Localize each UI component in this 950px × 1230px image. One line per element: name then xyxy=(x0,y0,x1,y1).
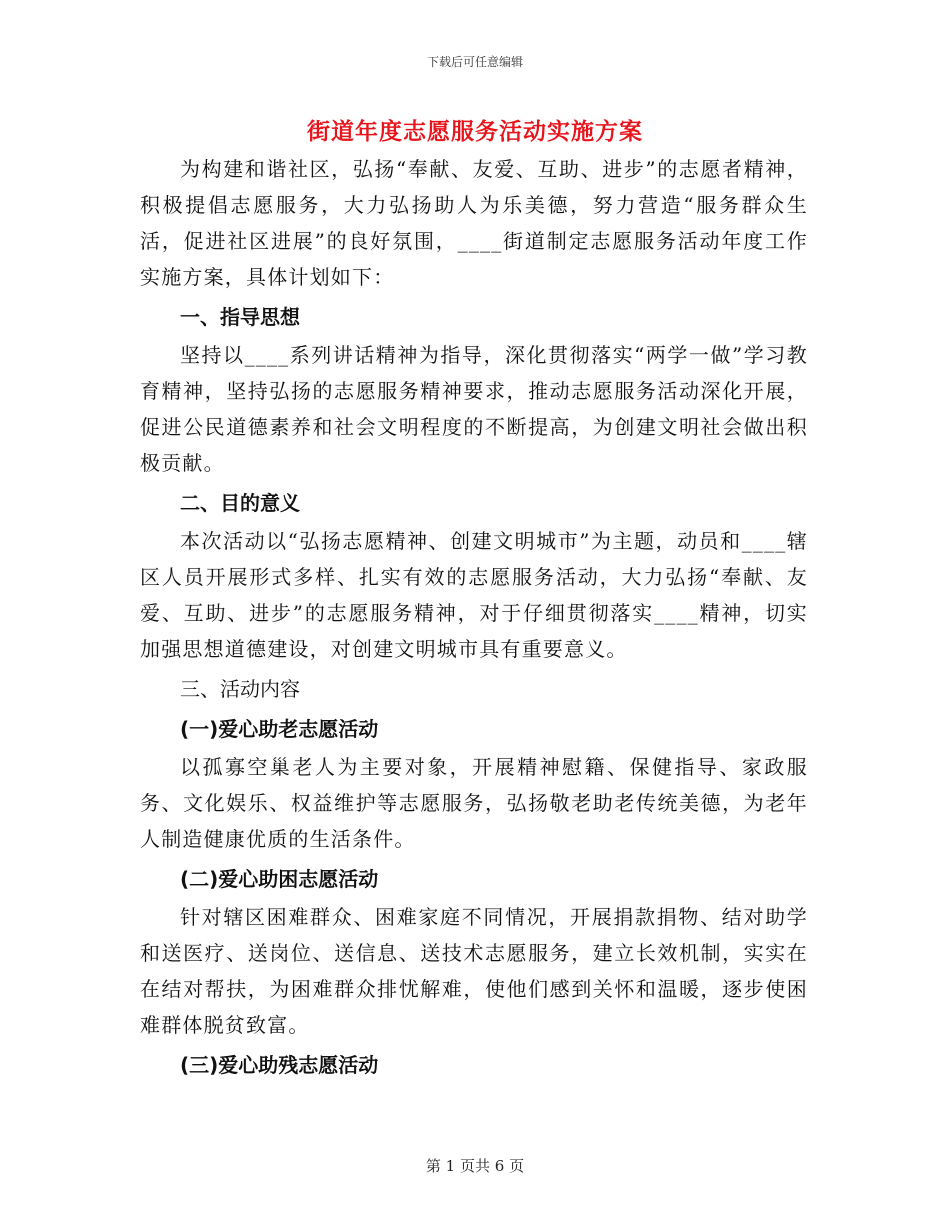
subsection-body-elderly: 以孤寡空巢老人为主要对象，开展精神慰籍、保健指导、家政服务、文化娱乐、权益维护等志愿服务，弘扬敬老助老传统美德，为老年人制造健康优质的生活条件。 xyxy=(140,755,808,851)
section-body-guiding-ideology: 坚持以____系列讲话精神为指导，深化贯彻落实“两学一做”学习教育精神，坚持弘扬的志愿服务精神要求，推动志愿服务活动深化开展，促进公民道德素养和社会文明程度的不断提高，为创建文明社会做出积极贡献。 xyxy=(140,343,808,475)
document-title: 街道年度志愿服务活动实施方案 xyxy=(307,118,643,145)
subsection-heading-disabled: (三)爱心助残志愿活动 xyxy=(180,1053,379,1077)
section-heading-guiding-ideology: 一、指导思想 xyxy=(180,305,300,329)
subsection-body-poverty: 针对辖区困难群众、困难家庭不同情况，开展捐款捐物、结对助学和送医疗、送岗位、送信息、送技术志愿服务，建立长效机制，实实在在结对帮扶，为困难群众排忧解难，使他们感到关怀和温暖，逐步使困难群体脱贫致富。 xyxy=(140,905,808,1037)
page-number: 第 1 页共 6 页 xyxy=(425,1157,525,1175)
section-body-purpose: 本次活动以“弘扬志愿精神、创建文明城市”为主题，动员和____辖区人员开展形式多样、扎实有效的志愿服务活动，大力弘扬“奉献、友爱、互助、进步”的志愿服务精神，对于仔细贯彻落实____精神，切实加强思想道德建设，对创建文明城市具有重要意义。 xyxy=(140,529,808,661)
section-heading-activities: 三、活动内容 xyxy=(180,677,300,701)
subsection-heading-elderly: (一)爱心助老志愿活动 xyxy=(180,717,379,741)
subsection-heading-poverty: (二)爱心助困志愿活动 xyxy=(180,867,379,891)
document-body xyxy=(140,151,808,1085)
page-header-note: 下载后可任意编辑 xyxy=(426,55,523,69)
section-heading-purpose: 二、目的意义 xyxy=(180,491,300,515)
intro-paragraph: 为构建和谐社区，弘扬“奉献、友爱、互助、进步”的志愿者精神，积极提倡志愿服务，大力弘扬助人为乐美德，努力营造“服务群众生活，促进社区进展”的良好氛围，____街道制定志愿服务活动年度工作实施方案，具体计划如下： xyxy=(140,157,808,289)
